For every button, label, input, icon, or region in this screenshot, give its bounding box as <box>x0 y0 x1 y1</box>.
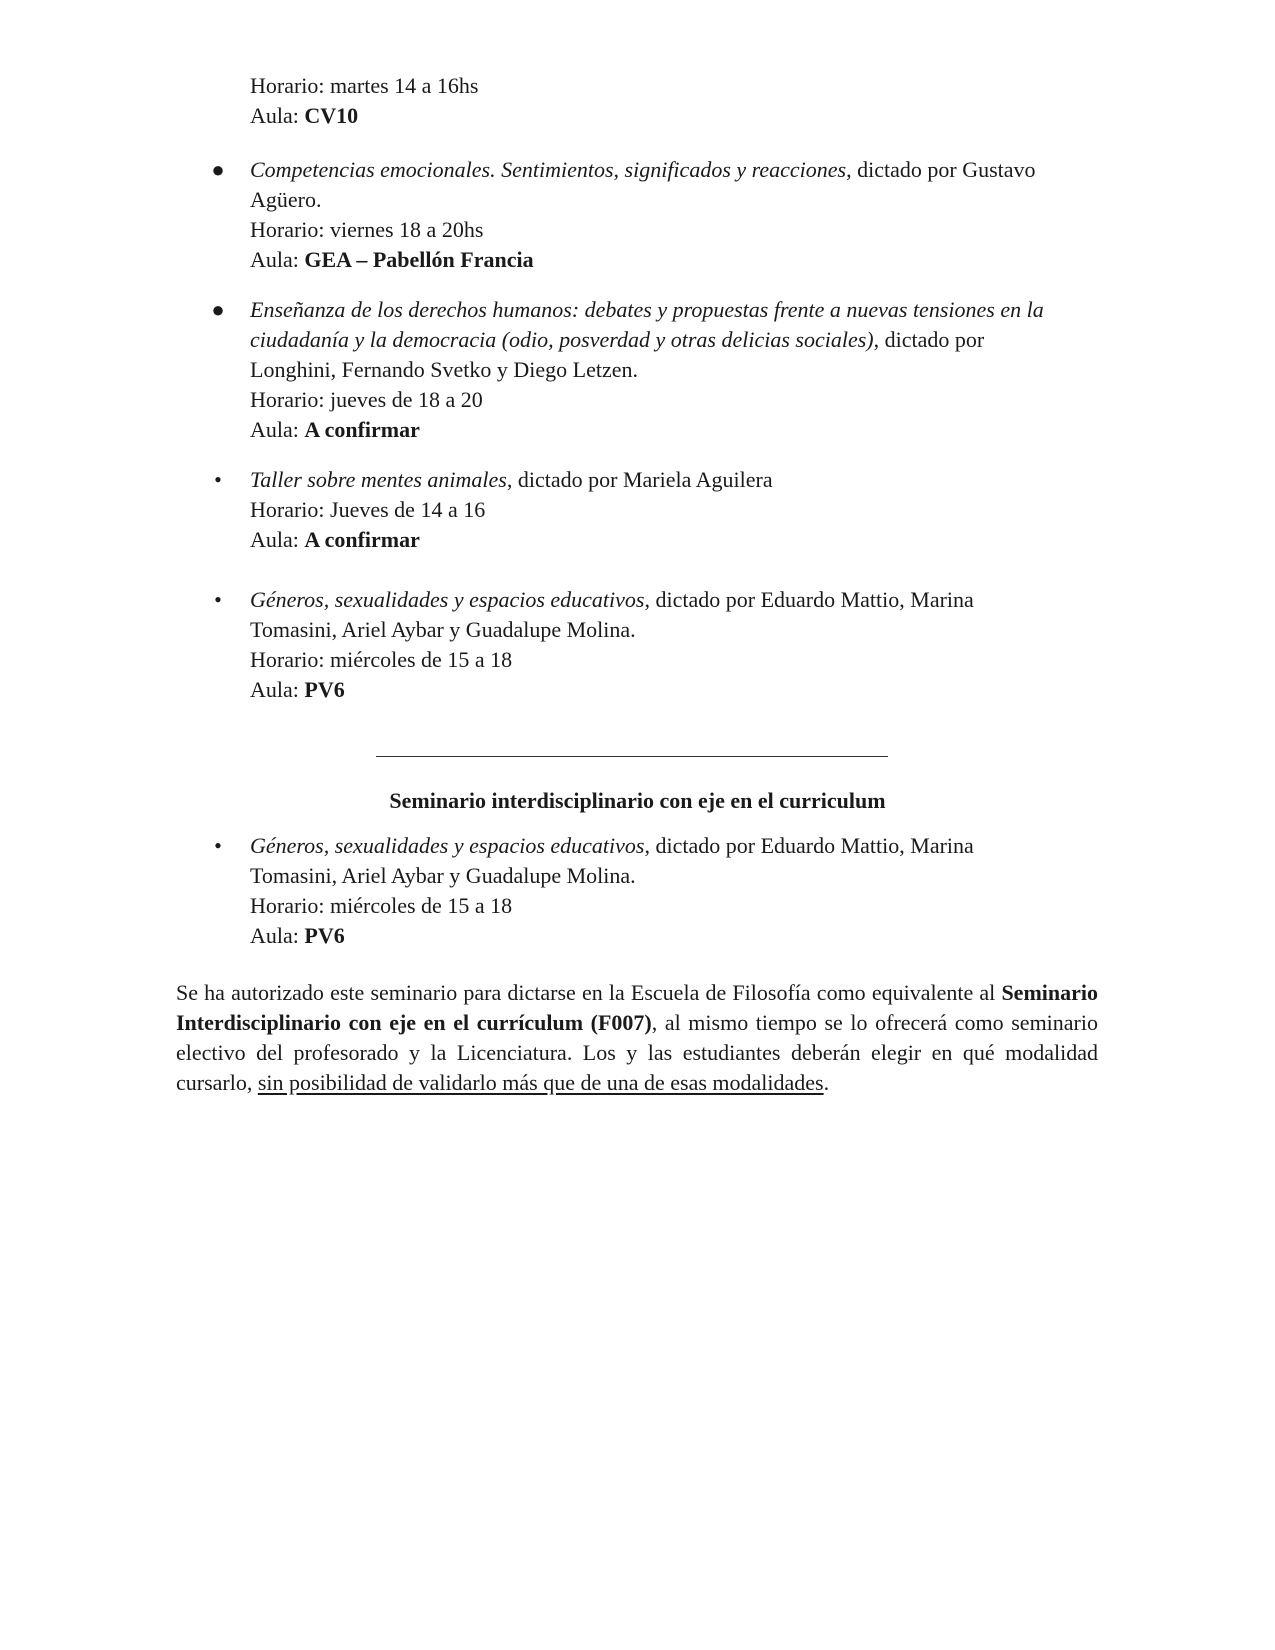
room-value: PV6 <box>304 923 345 948</box>
room-line <box>250 675 1100 705</box>
seminar-item-generos <box>214 585 1100 705</box>
authorization-paragraph <box>176 978 1098 1098</box>
room-value: GEA – Pabellón Francia <box>304 247 534 272</box>
seminar-teachers: , dictado por <box>873 327 985 352</box>
seminar-title: Enseñanza de los derechos humanos: debates y propuestas frente a nuevas tensiones en la <box>250 297 1044 322</box>
schedule-text: Horario: jueves de 18 a 20 <box>250 387 483 412</box>
seminar-teachers: , dictado por Eduardo Mattio, Marina <box>644 587 974 612</box>
bullet-icon: ● <box>211 297 225 322</box>
paragraph-underlined-note: sin posibilidad de validarlo más que de una de esas modalidades <box>257 1070 824 1095</box>
seminar-teachers-cont: Agüero. <box>250 187 322 212</box>
section-heading: Seminario interdisciplinario con eje en el curriculum <box>389 788 886 813</box>
seminar-teachers: , dictado por Eduardo Mattio, Marina <box>644 833 974 858</box>
room-line <box>250 245 1100 275</box>
bullet-icon: • <box>214 587 222 612</box>
room-line <box>250 101 1100 131</box>
schedule-text: Horario: martes 14 a 16hs <box>250 73 479 98</box>
seminar-teachers-cont: Tomasini, Ariel Aybar y Guadalupe Molina. <box>250 617 636 642</box>
paragraph-part3: . <box>823 1070 830 1095</box>
room-value: PV6 <box>304 677 345 702</box>
bullet-icon: • <box>214 467 222 492</box>
seminar-teachers: , dictado por Gustavo <box>846 157 1036 182</box>
section-divider <box>376 756 888 757</box>
bullet-icon: ● <box>211 157 225 182</box>
seminar-title: Taller sobre mentes animales <box>250 467 507 492</box>
continued-seminar-item <box>250 71 1100 131</box>
seminar-title: Géneros, sexualidades y espacios educativos <box>250 833 645 858</box>
schedule-text: Horario: miércoles de 15 a 18 <box>250 647 513 672</box>
seminar-title-cont: ciudadanía y la democracia (odio, posverdad y otras delicias sociales) <box>250 327 874 352</box>
room-label: Aula: <box>250 417 305 442</box>
seminar-item-mentes-animales <box>214 465 1100 555</box>
room-line <box>250 525 1100 555</box>
seminar-teachers-cont: Tomasini, Ariel Aybar y Guadalupe Molina. <box>250 863 636 888</box>
schedule-text: Horario: viernes 18 a 20hs <box>250 217 484 242</box>
seminar-item-derechos-humanos <box>211 295 1100 445</box>
room-line <box>250 415 1100 445</box>
seminar-teachers-cont: Longhini, Fernando Svetko y Diego Letzen. <box>250 357 638 382</box>
paragraph-part1: Se ha autorizado este seminario para dictarse en la Escuela de Filosofía como equivalente al <box>176 980 1002 1005</box>
room-label: Aula: <box>250 103 305 128</box>
seminar-teachers: , dictado por Mariela Aguilera <box>506 467 773 492</box>
room-label: Aula: <box>250 247 305 272</box>
bullet-icon: • <box>214 833 222 858</box>
room-value: A confirmar <box>304 417 420 442</box>
seminar-title: Géneros, sexualidades y espacios educativos <box>250 587 645 612</box>
room-value: A confirmar <box>304 527 420 552</box>
paragraph-part2: , al mismo tiempo se lo ofrecerá como seminario electivo del profesorado y la Licenciatura. Los y las estudiantes deberán elegir en qué modalidad cursarlo, <box>176 1010 1098 1095</box>
room-line <box>250 921 1100 951</box>
room-label: Aula: <box>250 527 305 552</box>
seminar-title: Competencias emocionales. Sentimientos, significados y reacciones <box>250 157 847 182</box>
room-label: Aula: <box>250 677 305 702</box>
seminar-item-competencias <box>211 155 1100 275</box>
room-value: CV10 <box>304 103 359 128</box>
paragraph-bold-course: Seminario Interdisciplinario con eje en el currículum (F007) <box>176 980 1098 1035</box>
section-seminar-item-generos <box>214 831 1100 951</box>
schedule-text: Horario: Jueves de 14 a 16 <box>250 497 486 522</box>
room-label: Aula: <box>250 923 305 948</box>
schedule-text: Horario: miércoles de 15 a 18 <box>250 893 513 918</box>
